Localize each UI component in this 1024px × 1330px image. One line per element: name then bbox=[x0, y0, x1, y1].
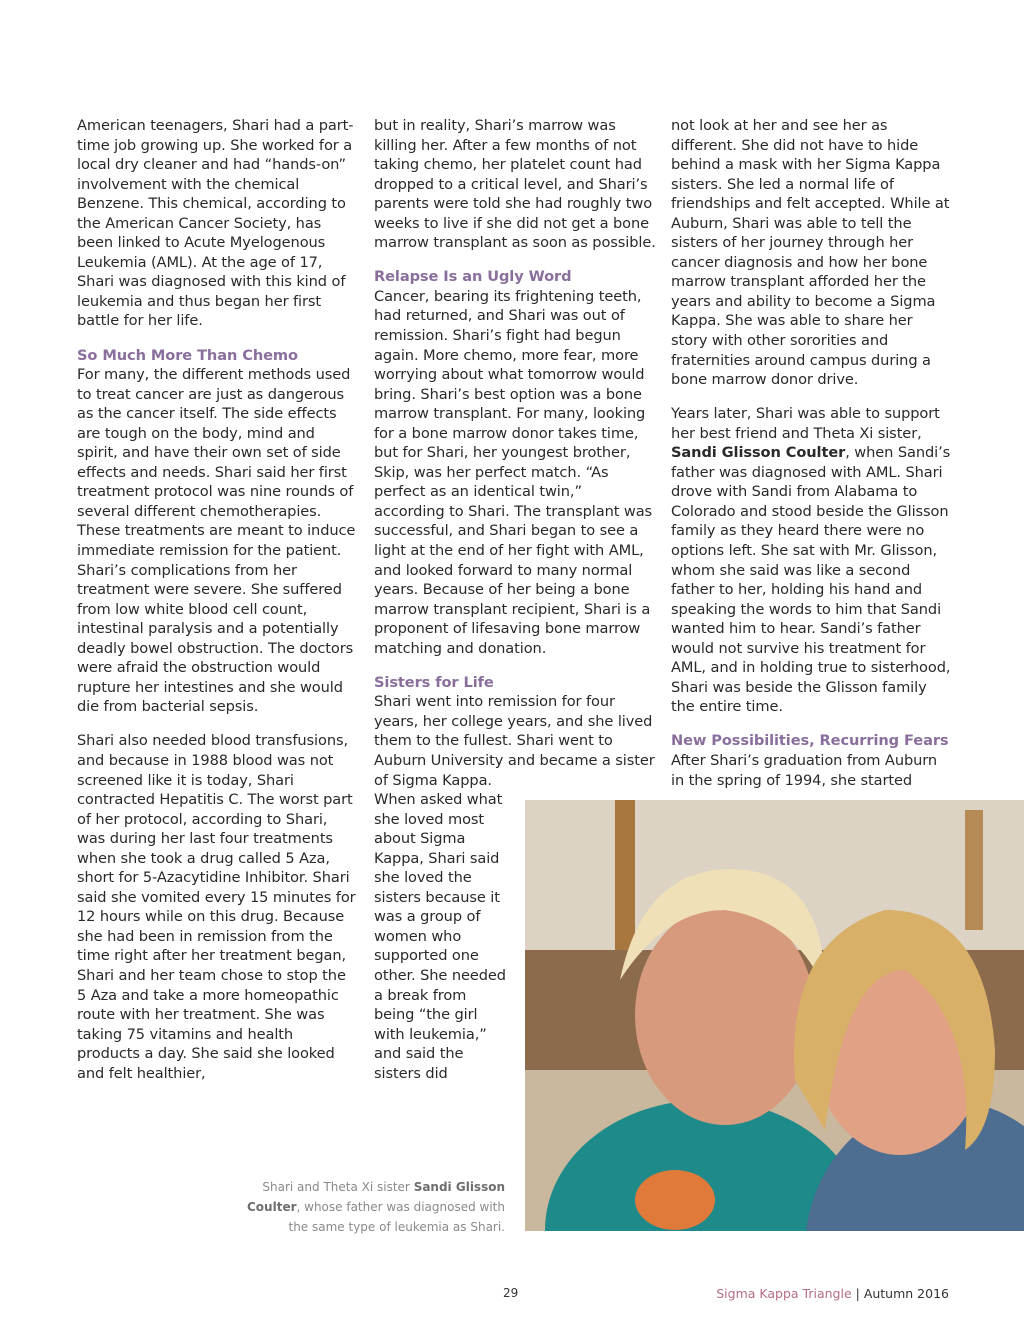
publication-name: Sigma Kappa Triangle bbox=[716, 1286, 852, 1301]
paragraph: After Shari’s graduation from Auburn in the spring of 1994, she started bbox=[671, 751, 938, 789]
article-column-1 bbox=[77, 116, 357, 1098]
separator: | bbox=[851, 1286, 864, 1301]
article-column-3 bbox=[671, 116, 953, 805]
section-heading: Relapse Is an Ugly Word bbox=[374, 268, 572, 286]
page-number: 29 bbox=[503, 1286, 519, 1300]
caption-person-name: Sandi Glisson Coulter bbox=[247, 1180, 505, 1214]
paragraph: not look at her and see her as different. She did not have to hide behind a mask with her Sigma Kappa sisters. She led a normal life of friendships and felt accepted. While at Auburn, Shari was able to tell the sisters of her journey through her cancer diagnosis and how her bone marrow transplant afforded her the years and ability to become a Sigma Kappa. She was able to share her story with other sororities and fraternities around campus during a bone marrow donor drive. bbox=[671, 117, 950, 389]
section-heading: New Possibilities, Recurring Fears bbox=[671, 732, 949, 750]
paragraph: For many, the different methods used to treat cancer are just as dangerous as the cancer itself. The side effects are tough on the body, mind and spirit, and have their own set of side effects and needs. Shari said her first treatment protocol was nine rounds of several different chemotherapies. These treatments are meant to induce immediate remission for the patient. Shari’s complications from her treatment were severe. She suffered from low white blood cell count, intestinal paralysis and a potentially deadly bowel obstruction. The doctors were afraid the obstruction would rupture her intestines and she would die from bacterial sepsis. bbox=[77, 366, 356, 716]
text: , when Sandi’s father was diagnosed with AML. Shari drove with Sandi from Alabama to Colorado and stood beside the Glisson family as they heard there were no options left. She sat with Mr. Glisson, whom she said was like a second father to her, holding his hand and speaking the words to him that Sandi wanted him to hear. Sandi’s father would not survive his treatment for AML, and in holding true to sisterhood, Shari was beside the Glisson family the entire time. bbox=[671, 444, 951, 716]
paragraph: Shari also needed blood transfusions, and because in 1988 blood was not screened like it is today, Shari contracted Hepatitis C. The worst part of her protocol, according to Shari, was during her last four treatments when she took a drug called 5 Aza, short for 5-Azacytidine Inhibitor. Shari said she vomited every 15 minutes for 12 hours while on this drug. Because she had been in remission from the time right after her treatment began, Shari and her team chose to stop the 5 Aza and take a more homeopathic route with her treatment. She was taking 75 vitamins and health products a day. She said she looked and felt healthier, bbox=[77, 732, 356, 1082]
issue-label: Autumn 2016 bbox=[863, 1286, 949, 1301]
paragraph: American teenagers, Shari had a part-time job growing up. She worked for a local dry cleaner and had “hands-on” involvement with the chemical Benzene. This chemical, according to the American Cancer Society, has been linked to Acute Myelogenous Leukemia (AML). At the age of 17, Shari was diagnosed with this kind of leukemia and thus began her first battle for her life. bbox=[77, 117, 354, 330]
photo-shari-and-sandi bbox=[525, 800, 1024, 1231]
paragraph: Cancer, bearing its frightening teeth, had returned, and Shari was out of remission. Shari’s fight had begun again. More chemo, more fear, more worrying about what tomorrow would bring. Shari’s best option was a bone marrow transplant. For many, looking for a bone marrow donor takes time, but for Shari, her youngest brother, Skip, was her perfect match. “As perfect as an identical twin,” according to Shari. The transplant was successful, and Shari began to see a light at the end of her fight with AML, and looked forward to many normal years. Because of her being a bone marrow transplant recipient, Shari is a proponent of lifesaving bone marrow matching and donation. bbox=[374, 287, 653, 657]
photo-illustration bbox=[525, 800, 1024, 1231]
section-heading: So Much More Than Chemo bbox=[77, 346, 298, 364]
section-heading: Sisters for Life bbox=[374, 673, 494, 691]
text: Years later, Shari was able to support her best friend and Theta Xi sister, bbox=[671, 405, 940, 442]
paragraph bbox=[671, 404, 953, 717]
paragraph: Shari went into remission for four years, her college years, and she lived them to the fullest. Shari went to Auburn University and became a sister of Sigma Kappa. bbox=[374, 693, 655, 789]
paragraph: When asked what she loved most about Sigma Kappa, Shari said she loved the sisters because it was a group of women who supported one other. She needed a break from being “the girl with leukemia,” and said the sisters did bbox=[374, 791, 506, 1082]
publication-footer bbox=[716, 1286, 949, 1301]
photo-caption bbox=[240, 1177, 505, 1237]
person-name: Sandi Glisson Coulter bbox=[671, 444, 846, 462]
caption-text: Shari and Theta Xi sister bbox=[262, 1180, 414, 1194]
caption-text: , whose father was diagnosed with the same type of leukemia as Shari. bbox=[288, 1200, 505, 1234]
paragraph: but in reality, Shari’s marrow was killing her. After a few months of not taking chemo, her platelet count had dropped to a critical level, and Shari’s parents were told she had roughly two weeks to live if she did not get a bone marrow transplant as soon as possible. bbox=[374, 117, 656, 252]
